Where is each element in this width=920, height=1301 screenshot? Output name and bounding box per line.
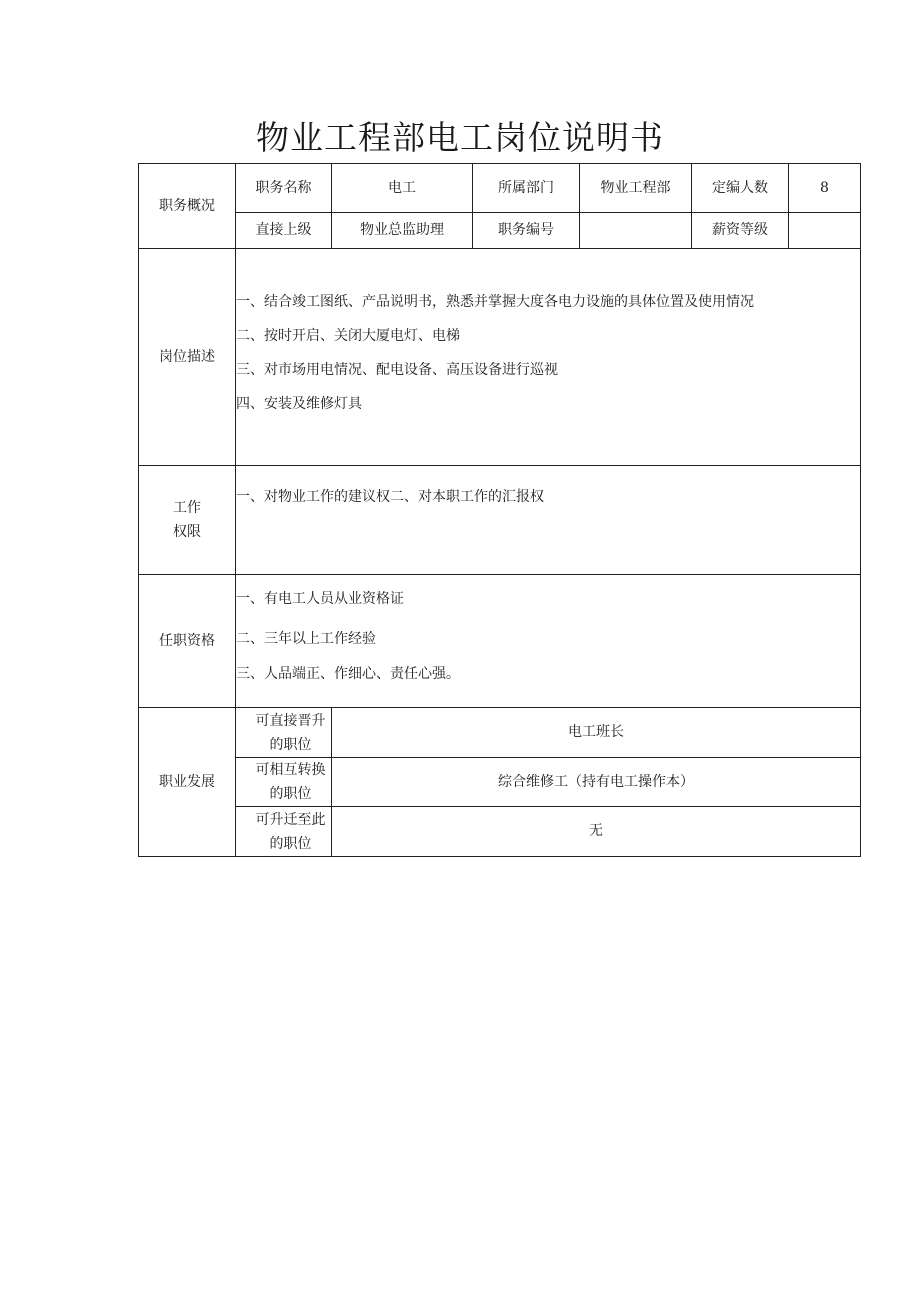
description-item: 三、对市场用电情况、配电设备、高压设备进行巡视 [236, 362, 558, 378]
promotion-value: 电工班长 [332, 708, 861, 758]
career-row-transfer [139, 758, 861, 807]
overview-section-label: 职务概况 [139, 164, 236, 249]
description-item: 一、结合竣工图纸、产品说明书，熟悉并掌握大度各电力设施的具体位置及使用情况 [236, 294, 754, 310]
career-row-promotion [139, 708, 861, 758]
page-title: 物业工程部电工岗位说明书 [256, 118, 664, 157]
description-content [236, 249, 861, 466]
headcount-value: 8 [789, 164, 861, 213]
transfer-label-line2: 的职位 [269, 786, 312, 802]
job-code-label: 职务编号 [473, 213, 580, 249]
transfer-label [236, 758, 332, 807]
department-label: 所属部门 [473, 164, 580, 213]
career-row-inbound [139, 807, 861, 857]
career-section-label: 职业发展 [139, 708, 236, 857]
qualification-item: 二、三年以上工作经验 [236, 631, 376, 647]
overview-row-2 [139, 213, 861, 249]
authority-text: 一、对物业工作的建议权二、对本职工作的汇报权 [236, 489, 544, 505]
promotion-label [236, 708, 332, 758]
description-row [139, 249, 861, 466]
qualifications-row [139, 575, 861, 708]
description-item: 四、安装及维修灯具 [236, 396, 362, 412]
inbound-value: 无 [332, 807, 861, 857]
job-code-value [580, 213, 692, 249]
authority-content [236, 466, 861, 575]
overview-row-1 [139, 164, 861, 213]
salary-grade-value [789, 213, 861, 249]
promotion-label-line2: 的职位 [269, 736, 312, 753]
authority-section-label [139, 466, 236, 575]
qualification-item: 三、人品端正、作细心、责任心强。 [236, 666, 460, 682]
qualifications-section-label: 任职资格 [139, 575, 236, 708]
promotion-label-line1: 可直接晋升 [255, 712, 326, 729]
headcount-label: 定编人数 [692, 164, 789, 213]
authority-label-line2: 权限 [173, 524, 201, 540]
qualification-item: 一、有电工人员从业资格证 [236, 591, 404, 607]
job-name-label: 职务名称 [236, 164, 332, 213]
description-item: 二、按时开启、关闭大厦电灯、电梯 [236, 328, 460, 344]
description-section-label: 岗位描述 [139, 249, 236, 466]
transfer-label-line1: 可相互转换 [255, 762, 326, 778]
salary-grade-label: 薪资等级 [692, 213, 789, 249]
transfer-value: 综合维修工（持有电工操作本） [332, 758, 861, 807]
supervisor-value: 物业总监助理 [332, 213, 473, 249]
job-name-value: 电工 [332, 164, 473, 213]
supervisor-label: 直接上级 [236, 213, 332, 249]
inbound-label-line1: 可升迁至此 [255, 811, 326, 828]
department-value: 物业工程部 [580, 164, 692, 213]
authority-row [139, 466, 861, 575]
inbound-label [236, 807, 332, 857]
authority-label-line1: 工作 [173, 500, 201, 516]
job-description-table [138, 163, 861, 857]
inbound-label-line2: 的职位 [269, 835, 312, 852]
qualifications-content [236, 575, 861, 708]
